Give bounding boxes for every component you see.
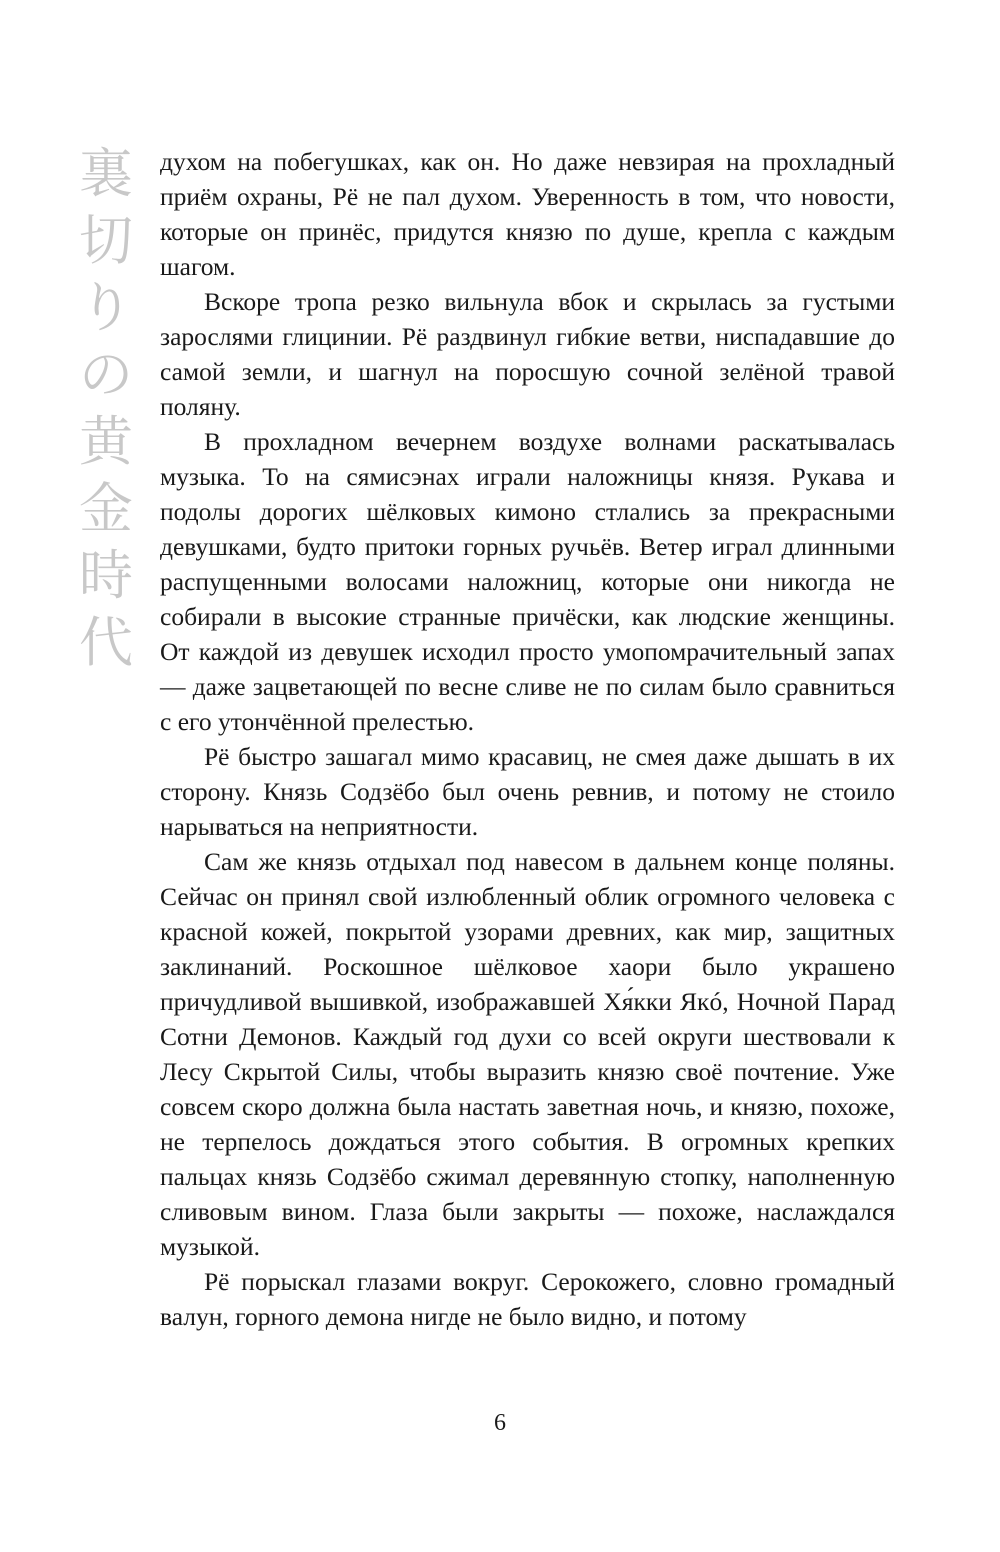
side-title-char: 切 — [79, 209, 133, 272]
side-title-char: 時 — [79, 544, 133, 607]
side-title-japanese — [76, 140, 136, 676]
paragraph: В прохладном вечернем воздухе волнами раскатывалась музыка. То на сямисэнах играли наложницы князя. Рукава и подолы дорогих шёлковых кимоно стлались за прекрасными девушками, будто притоки горных ручьёв. Ветер играл длинными распущенными волосами наложниц, которые они никогда не собирали в высокие странные причёски, как людские женщины. От каждой из девушек исходил просто умопомрачительный запах — даже зацветающей по весне сливе не по силам было сравниться с его утончённой прелестью. — [160, 427, 895, 736]
side-title-char: の — [79, 343, 133, 406]
paragraph: Сам же князь отдыхал под навесом в дальнем конце поляны. Сейчас он принял свой излюбленный облик огромного человека с красной кожей, покрытой узорами древних, как мир, защитных заклинаний. Роскошное шёлковое хаори было украшено причудливой вышивкой, изображавшей Хя́кки Якó, Ночной Парад Сотни Демонов. Каждый год духи со всей округи шествовали к Лесу Скрытой Силы, чтобы выразить князю своё почтение. Уже совсем скоро должна была настать заветная ночь, и князю, похоже, не терпелось дождаться этого события. В огромных крепких пальцах князь Содзёбо сжимал деревянную стопку, наполненную сливовым вином. Глаза были закрыты — похоже, наслаждался музыкой. — [160, 847, 895, 1261]
paragraph: Вскоре тропа резко вильнула вбок и скрылась за густыми зарослями глицинии. Рё раздвинул гибкие ветви, ниспадавшие до самой земли, и шагнул на поросшую сочной зелёной травой поляну. — [160, 287, 895, 421]
side-title-char: り — [79, 276, 133, 339]
paragraph: Рё быстро зашагал мимо красавиц, не смея даже дышать в их сторону. Князь Содзёбо был очень ревнив, и потому не стоило нарываться на неприятности. — [160, 742, 895, 841]
side-title-char: 黄 — [79, 410, 133, 473]
side-title-char: 代 — [79, 611, 133, 674]
paragraph: Рё порыскал глазами вокруг. Серокожего, словно громадный валун, горного демона нигде не было видно, и потому — [160, 1267, 895, 1331]
body-text — [160, 144, 895, 1334]
page-number: 6 — [494, 1410, 506, 1436]
paragraph: духом на побегушках, как он. Но даже невзирая на прохладный приём охраны, Рё не пал духом. Уверенность в том, что новости, которые он принёс, придутся князю по душе, крепла с каждым шагом. — [160, 147, 895, 281]
side-title-char: 裏 — [79, 142, 133, 205]
side-title-char: 金 — [79, 477, 133, 540]
